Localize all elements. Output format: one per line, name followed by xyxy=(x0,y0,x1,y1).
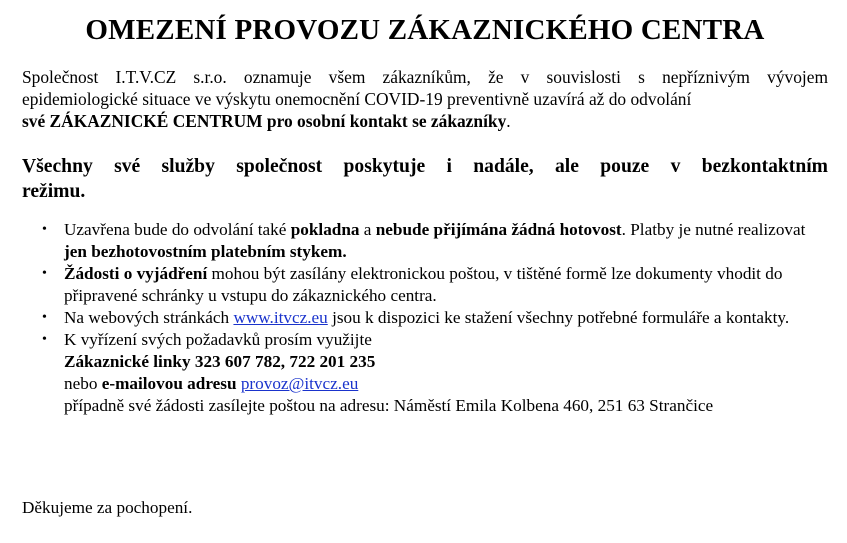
list-item-website xyxy=(22,307,828,329)
lead-paragraph xyxy=(22,154,828,204)
list-bold-text: e-mailovou adresu xyxy=(101,374,237,393)
list-text: jsou k dispozici ke stažení všechny potřebné formuláře a kontakty. xyxy=(327,308,790,327)
bullet-icon: • xyxy=(42,222,47,237)
list-item-requests xyxy=(22,263,828,307)
intro-line-1: Společnost I.T.V.CZ s.r.o. oznamuje všem zákazníkům, že v souvislosti s nepříznivým vývojem xyxy=(22,67,828,87)
closing-text: Děkujeme za pochopení. xyxy=(22,498,193,517)
list-item-contact xyxy=(22,329,828,417)
intro-bold-text: své ZÁKAZNICKÉ CENTRUM pro osobní kontakt se zákazníky xyxy=(22,111,507,131)
list-text: mohou být zasílány elektronickou poštou, v tištěné formě lze dokumenty vhodit do připravené schránky u vstupu do zákaznického centra. xyxy=(64,264,783,305)
bullet-icon: • xyxy=(42,266,47,281)
info-list xyxy=(22,219,828,417)
list-text: nebo xyxy=(64,374,102,393)
list-bold-text: nebude přijímána žádná hotovost xyxy=(375,220,622,239)
bullet-icon: • xyxy=(42,332,47,347)
intro-end: . xyxy=(506,111,511,131)
website-link[interactable]: www.itvcz.eu xyxy=(233,308,328,327)
lead-line-1: Všechny své služby společnost poskytuje i nadále, ale pouze v bezkontaktním xyxy=(22,156,828,177)
list-text: K vyřízení svých požadavků prosím využijte xyxy=(64,330,372,349)
list-item-payments xyxy=(22,219,828,263)
email-link[interactable]: provoz@itvcz.eu xyxy=(240,374,359,393)
bullet-icon: • xyxy=(42,310,47,325)
postal-address: případně své žádosti zasílejte poštou na adresu: Náměstí Emila Kolbena 460, 251 63 Strančice xyxy=(64,396,714,415)
list-text: . Platby je nutné realizovat xyxy=(621,220,806,239)
list-bold-text: jen bezhotovostním platebním stykem. xyxy=(64,242,347,261)
notice-title: OMEZENÍ PROVOZU ZÁKAZNICKÉHO CENTRA xyxy=(85,14,765,46)
list-bold-text: Žádosti o vyjádření xyxy=(64,264,208,283)
list-text: Na webových stránkách xyxy=(64,308,234,327)
intro-paragraph xyxy=(22,66,828,132)
intro-line-2: epidemiologické situace ve výskytu onemocnění COVID-19 preventivně uzavírá až do odvolání xyxy=(22,89,692,109)
lead-line-2: režimu. xyxy=(22,181,86,202)
list-bold-text: pokladna xyxy=(290,220,360,239)
list-text: Uzavřena bude do odvolání také xyxy=(64,220,291,239)
list-text: a xyxy=(359,220,376,239)
phone-lines: Zákaznické linky 323 607 782, 722 201 235 xyxy=(64,352,376,371)
